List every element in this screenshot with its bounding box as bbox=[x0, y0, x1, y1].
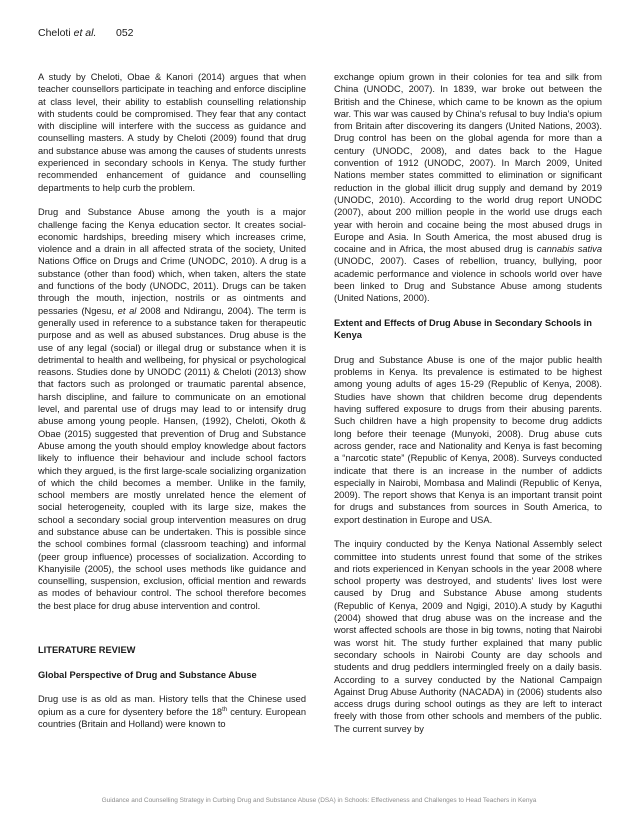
header-author: Cheloti et al. bbox=[38, 27, 97, 39]
paragraph-inquiry: The inquiry conducted by the Kenya National Assembly select committee into students unrest found that some of the strikes and riots experienced in Kenyan schools in the year 2008 where school property was destroyed, and students' lives lost were caused by Drug and Substance Abuse among students (Republic of Kenya, 2009 and Ngigi, 2010).A study by Kaguthi (2004) showed that drug abuse was on the increase and the worst affected schools are those in big towns, noting that Nairobi was worst hit. The study further explained that many public secondary schools in Nairobi County are day schools and students and drug peddlers intermingled freely on a daily basis. According to a survey conducted by the National Campaign Against Drug Abuse Authority (NACADA) in (2006) students also access drugs during school outings as they are left to interact freely with those from other schools and members of the public. The current survey by bbox=[334, 539, 602, 734]
paragraph-kenya-prevalence: Drug and Substance Abuse is one of the major public health problems in Kenya. Its prevalence is estimated to be highest among young adults of ages 15-29 (Republic of Kenya, 2008). Studies have shown that children become drug dependents having suffered exposure to drugs from their abusing parents. Such children have a high propensity to become drug addicts long before their teenage (Munyoki, 2008). Drug abuse cuts across gender, race and Nationality and Kenya is fast becoming a “narcotic state” (Republic of Kenya, 2008). Surveys conducted indicate that there is an increase in the number of addicts especially in Nairobi, Mombasa and Malindi (Republic of Kenya, 2009). The report shows that Kenya is an important transit point for drugs and substances from sources in South America, to export destination in Europe and USA. bbox=[334, 354, 602, 525]
running-footer: Guidance and Counselling Strategy in Curbing Drug and Substance Abuse (DSA) in Schools: Effectiveness and Challenges to Head Teachers in Kenya bbox=[101, 797, 537, 804]
et-al-italic: et al bbox=[117, 305, 137, 316]
paragraph-cheloti-study: A study by Cheloti, Obae & Kanori (2014) argues that when teacher counsellors participate in teaching and enforce discipline at class level, their ability to establish counselling relationship with students could be compromised. They fear that any contact with discipline will interfere with the success as guidance and counselling masters. A study by Cheloti (2009) found that drug and substance abuse was among the causes of students unrests experienced in secondary schools in Kenya. The study further recommended enhancement of guidance and counselling departments to help curb the problem. bbox=[38, 72, 306, 193]
heading-global-perspective: Global Perspective of Drug and Substance Abuse bbox=[38, 669, 257, 680]
superscript-th: th bbox=[222, 706, 228, 713]
header-etal: et al. bbox=[73, 27, 97, 39]
left-column bbox=[38, 71, 306, 742]
paragraph-opium-history: exchange opium grown in their colonies for tea and silk from China (UNODC, 2007). In 1839, war broke out between the British and the Chinese, which came to be known as the opium war. This war was caused by China's refusal to buy India's opium from Britain after discovering its dangers (United Nations, 2003). Drug control has been on the global agenda for more than a century (UNODC, 2008), and dates back to the Hague convention of 1912 (UNODC, 2007). In March 2009, United Nations member states committed to elimination or significant reduction in the global illicit drug supply and demand by 2019 (UNODC, 2010). According to the world drug report UNODC (2007), about 200 million people in the world use drugs each year with heroin and cocaine being the most abused drugs in Europe and Asia. In South America, the most abused drug is cocaine and in Africa, the most abused drug is cannabis sativa (UNODC, 2007). Cases of rebellion, truancy, bullying, poor academic performance and violence in schools world over have been linked to Drug and Substance Abuse among students (United Nations, 2000). bbox=[334, 72, 602, 304]
page-number: 052 bbox=[116, 27, 134, 39]
paragraph-drug-history: Drug use is as old as man. History tells that the Chinese used opium as a cure for dysentery before the 18th century. European countries (Britain and Holland) were known to bbox=[38, 694, 306, 729]
right-column bbox=[334, 71, 602, 747]
running-header bbox=[38, 27, 134, 39]
paragraph-drug-definition: Drug and Substance Abuse among the youth is a major challenge facing the Kenya education sector. It creates social-economic hardships, breeding misery which increases crime, violence and a drain in all affected strata of the society, United Nations Office on Drugs and Crime (UNODC, 2010). A drug is a substance (other than food) which, when taken, alters the state and functions of the body (UNODC, 2011). Drugs can be taken through the mouth, injection, nostrils or as ointments and pessaries (Ngesu, et al 2008 and Ndirangu, 2004). The term is generally used in reference to a substance taken for therapeutic purpose and as well as abused substances. Drug abuse is the use of any legal (social) or illegal drug or substance when it is detrimental to health and wellbeing, for physical or psychological reasons. Studies done by UNODC (2011) & Cheloti (2013) show that factors such as prolonged or traumatic parental absence, harsh discipline, and failure to communicate on an emotional level, and parental use of drugs may lead to or intensify drug abuse among young people. Hansen, (1992), Cheloti, Okoth & Obae (2015) suggested that prevention of Drug and Substance Abuse among the youth should employ knowledge about factors likely to influence their behaviour and include school factors which they argued, is the first large-scale socializing organization of which the child becomes a member. Unlike in the family, school members are mostly unrelated hence the element of social heterogeneity, coupled with its large size, makes the school a secondary social group intervention measures on drug and substance abuse can be undertaken. This is possible since the school combines formal (classroom teaching) and informal (peer group influence) processes of socialization. According to Khanyisile (2005), the school uses methods like guidance and counselling, suspension, exclusion, official mention and rewards as modes of behaviour control. The school therefore becomes the best place for drug abuse intervention and control. bbox=[38, 207, 306, 611]
heading-literature-review: LITERATURE REVIEW bbox=[38, 645, 136, 656]
cannabis-italic: cannabis sativa bbox=[536, 244, 602, 255]
heading-extent-effects: Extent and Effects of Drug Abuse in Secondary Schools in Kenya bbox=[334, 317, 592, 341]
